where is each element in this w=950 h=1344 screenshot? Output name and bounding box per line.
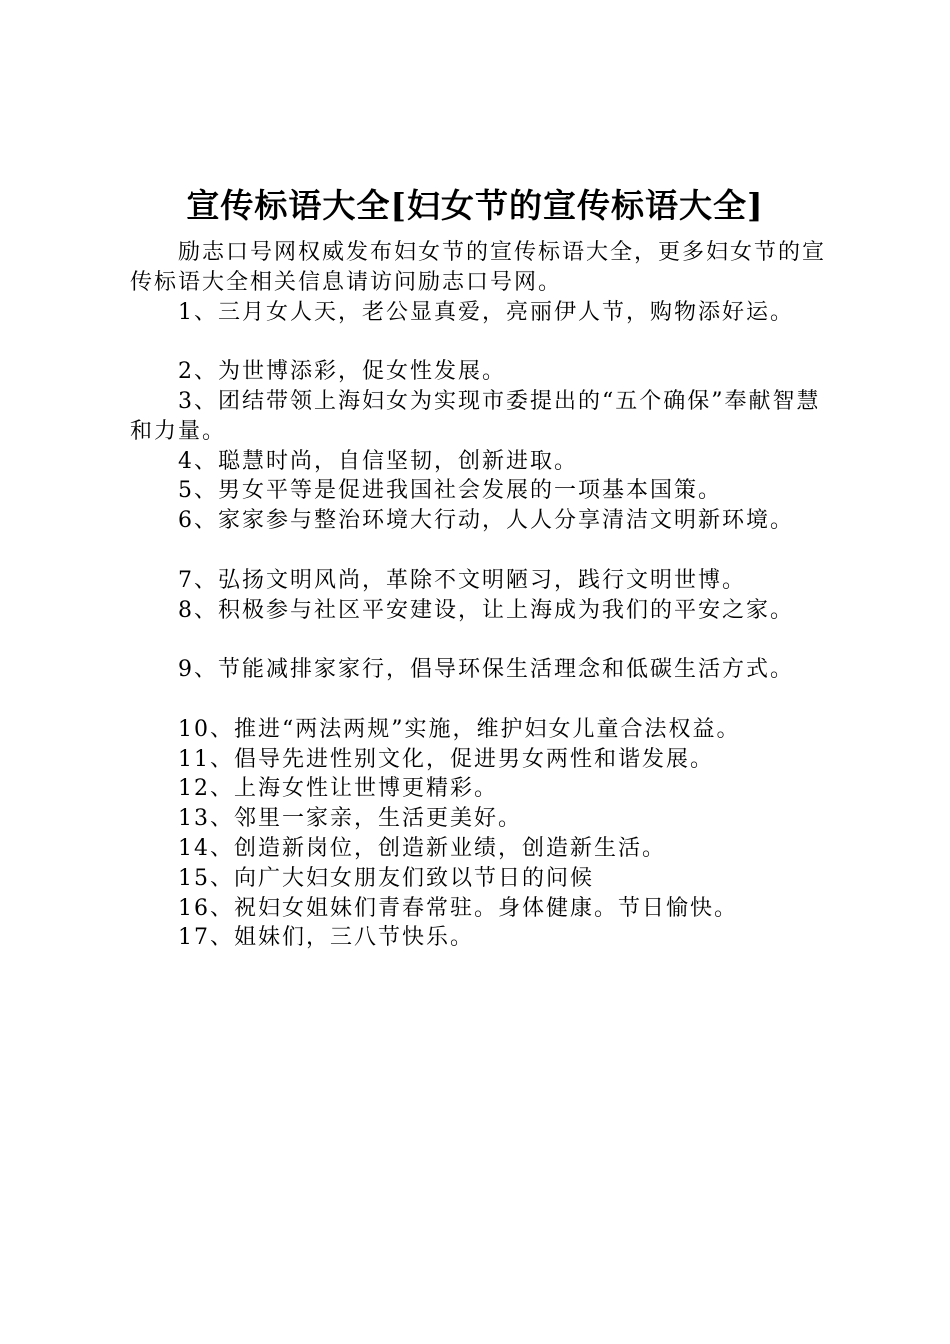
list-item: 17、姐妹们，三八节快乐。 (178, 925, 474, 951)
list-item: 16、祝妇女姐妹们青春常驻。身体健康。节日愉快。 (178, 895, 738, 921)
list-item: 15、向广大妇女朋友们致以节日的问候 (178, 865, 594, 891)
list-item: 4、聪慧时尚，自信坚韧，创新进取。 (178, 448, 578, 474)
list-item: 8、积极参与社区平安建设，让上海成为我们的平安之家。 (178, 597, 794, 623)
list-item: 9、节能减排家家行，倡导环保生活理念和低碳生活方式。 (178, 657, 794, 683)
document-title: 宣传标语大全[妇女节的宣传标语大全] (186, 186, 764, 225)
list-item: 12、上海女性让世博更精彩。 (178, 776, 498, 802)
list-item: 2、为世博添彩，促女性发展。 (178, 359, 506, 385)
list-item: 6、家家参与整治环境大行动，人人分享清洁文明新环境。 (178, 508, 794, 534)
list-item: 3、团结带领上海妇女为实现市委提出的“五个确保”奉献智慧和力量。 (130, 388, 821, 444)
list-item: 1、三月女人天，老公显真爱，亮丽伊人节，购物添好运。 (178, 299, 794, 325)
document-body (130, 238, 830, 953)
list-item: 11、倡导先进性别文化，促进男女两性和谐发展。 (178, 746, 714, 772)
list-item: 10、推进“两法两规”实施，维护妇女儿童合法权益。 (178, 716, 741, 742)
list-item: 5、男女平等是促进我国社会发展的一项基本国策。 (178, 478, 722, 504)
list-item: 7、弘扬文明风尚，革除不文明陋习，践行文明世博。 (178, 567, 746, 593)
list-item: 13、邻里一家亲，生活更美好。 (178, 806, 522, 832)
intro-paragraph: 励志口号网权威发布妇女节的宣传标语大全，更多妇女节的宣传标语大全相关信息请访问励志口号网。 (130, 240, 827, 295)
list-item: 14、创造新岗位，创造新业绩，创造新生活。 (178, 835, 666, 861)
